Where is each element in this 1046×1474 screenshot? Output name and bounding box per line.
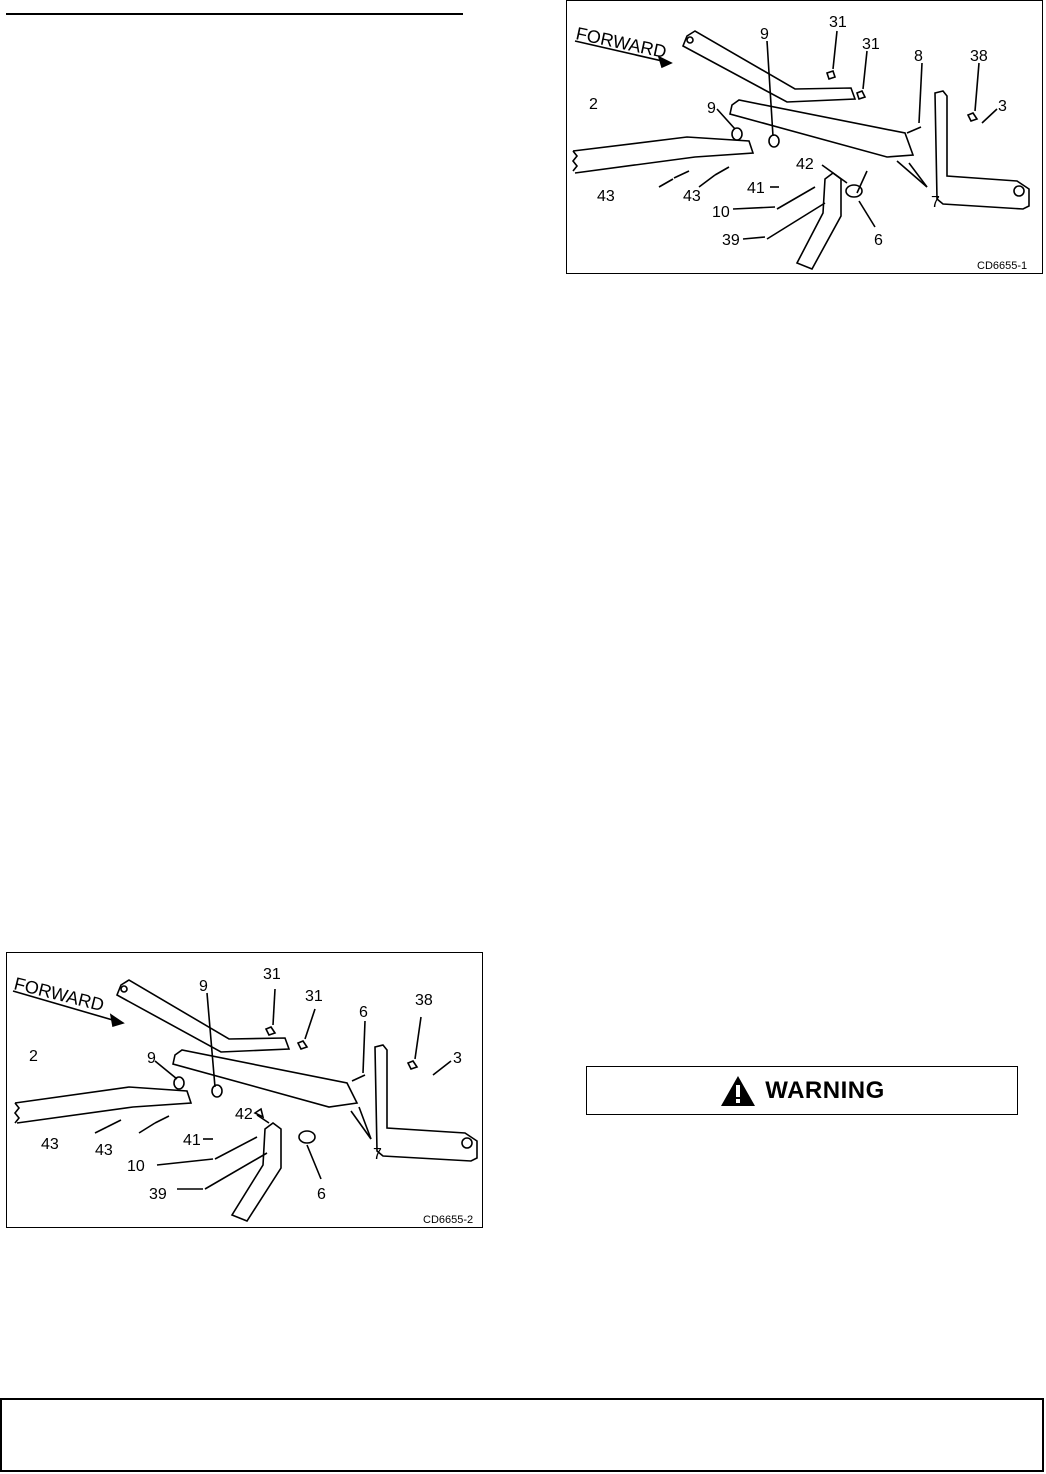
callout-43b: 43: [95, 1142, 113, 1159]
callout-9a: 9: [760, 26, 769, 43]
callout-43a: 43: [41, 1136, 59, 1153]
warning-label: WARNING: [765, 1076, 885, 1104]
callout-6: 6: [874, 232, 883, 249]
callout-7: 7: [373, 1146, 382, 1163]
callout-3: 3: [453, 1050, 462, 1067]
callout-31b: 31: [862, 36, 880, 53]
exploded-view-drawing-2: [7, 953, 484, 1229]
callout-10: 10: [712, 204, 730, 221]
callout-3: 3: [998, 98, 1007, 115]
callout-6a: 6: [359, 1004, 368, 1021]
figure-code: CD6655-1: [977, 260, 1028, 272]
callout-2: 2: [29, 1048, 38, 1065]
callout-6b: 6: [317, 1186, 326, 1203]
callout-39: 39: [722, 232, 740, 249]
callout-9b: 9: [147, 1050, 156, 1067]
callout-31a: 31: [829, 14, 847, 31]
forward-label: FORWARD: [574, 23, 669, 63]
figure-code: CD6655-2: [423, 1214, 474, 1226]
callout-42: 42: [796, 156, 814, 173]
callout-10: 10: [127, 1158, 145, 1175]
callout-42: 42: [235, 1106, 253, 1123]
footer-box: [0, 1398, 1044, 1472]
callout-41: 41: [183, 1132, 201, 1149]
callout-39: 39: [149, 1186, 167, 1203]
callout-38: 38: [970, 48, 988, 65]
callout-8: 8: [914, 48, 923, 65]
callout-9b: 9: [707, 100, 716, 117]
callout-43b: 43: [683, 188, 701, 205]
callout-2: 2: [589, 96, 598, 113]
callout-7: 7: [931, 194, 940, 211]
warning-triangle-icon: [719, 1074, 757, 1108]
figure-cd6655-2: [6, 952, 483, 1228]
forward-label: FORWARD: [12, 973, 107, 1016]
warning-box: [586, 1066, 1018, 1115]
callout-31a: 31: [263, 966, 281, 983]
exploded-view-drawing-1: [567, 1, 1044, 275]
callout-9a: 9: [199, 978, 208, 995]
callout-43a: 43: [597, 188, 615, 205]
top-rule: [6, 13, 463, 15]
callout-41: 41: [747, 180, 765, 197]
callout-38: 38: [415, 992, 433, 1009]
figure-cd6655-1: [566, 0, 1043, 274]
callout-31b: 31: [305, 988, 323, 1005]
